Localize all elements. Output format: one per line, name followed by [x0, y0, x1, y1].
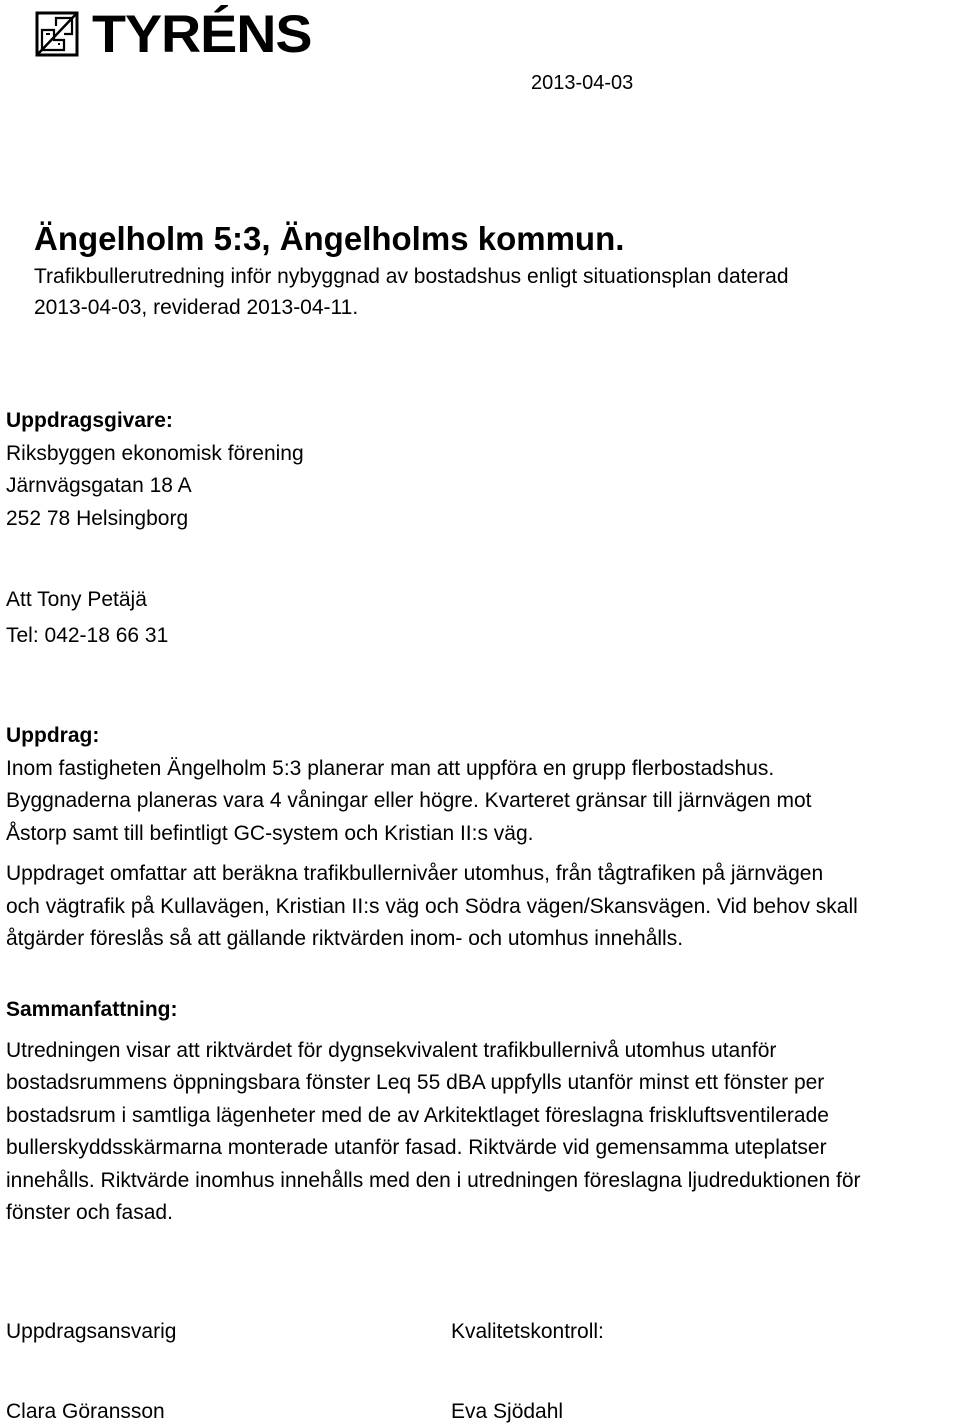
logo-wordmark: TYRÉNS	[92, 5, 312, 64]
quality-name: Eva Sjödahl	[451, 1400, 564, 1423]
text-line: innehålls. Riktvärde inomhus innehålls med den i utredningen föreslagna ljudreduktionen för	[6, 1168, 861, 1192]
logo-mark-icon	[34, 10, 86, 62]
client-heading: Uppdragsgivare:	[6, 409, 173, 432]
text-line: bostadsrummens öppningsbara fönster Leq 55 dBA uppfylls utanför minst ett fönster per	[6, 1071, 825, 1094]
responsible-label: Uppdragsansvarig	[6, 1320, 177, 1343]
summary-section	[6, 994, 956, 1230]
assignment-heading: Uppdrag:	[6, 724, 100, 747]
document-title: Ängelholm 5:3, Ängelholms kommun.	[34, 220, 625, 257]
text-line: bullerskyddsskärmarna monterade utanför fasad. Riktvärde vid gemensamma uteplatser	[6, 1136, 827, 1159]
text-line: Åstorp samt till befintligt GC-system och Kristian II:s väg.	[6, 821, 534, 845]
client-line: Riksbyggen ekonomisk förening	[6, 441, 304, 465]
client-line: 252 78 Helsingborg	[6, 506, 189, 530]
text-line: Inom fastigheten Ängelholm 5:3 planerar man att uppföra en grupp flerbostadshus.	[6, 756, 775, 780]
assignment-paragraph-1	[6, 753, 956, 851]
text-line: och vägtrafik på Kullavägen, Kristian II:s väg och Södra vägen/Skansvägen. Vid behov skall	[6, 894, 858, 918]
subtitle-line: Trafikbullerutredning inför nybyggnad av bostadshus enligt situationsplan daterad	[34, 265, 789, 288]
assignment-paragraph-2	[6, 858, 956, 956]
text-line: Uppdraget omfattar att beräkna trafikbullernivåer utomhus, från tågtrafiken på järnvägen	[6, 862, 824, 885]
subtitle-line: 2013-04-03, reviderad 2013-04-11.	[34, 296, 359, 319]
text-line: Byggnaderna planeras vara 4 våningar eller högre. Kvarteret gränsar till järnvägen mot	[6, 789, 812, 812]
summary-paragraph	[6, 1035, 956, 1230]
contact-section	[6, 582, 956, 654]
quality-label: Kvalitetskontroll:	[451, 1320, 604, 1343]
text-line: åtgärder föreslås så att gällande riktvärden inom- och utomhus innehålls.	[6, 927, 684, 950]
document-subtitle	[34, 261, 934, 323]
document-date: 2013-04-03	[531, 72, 634, 94]
text-line: fönster och fasad.	[6, 1201, 173, 1224]
assignment-section	[6, 720, 956, 956]
text-line: bostadsrum i samtliga lägenheter med de av Arkitektlaget föreslagna friskluftsventilerade	[6, 1103, 829, 1127]
client-line: Järnvägsgatan 18 A	[6, 474, 192, 497]
client-section	[6, 405, 956, 535]
text-line: Utredningen visar att riktvärdet för dygnsekvivalent trafikbullernivå utomhus utanför	[6, 1038, 777, 1062]
summary-heading: Sammanfattning:	[6, 998, 178, 1021]
contact-tel: Tel: 042-18 66 31	[6, 624, 169, 647]
contact-att: Att Tony Petäjä	[6, 588, 147, 611]
responsible-name: Clara Göransson	[6, 1400, 165, 1423]
